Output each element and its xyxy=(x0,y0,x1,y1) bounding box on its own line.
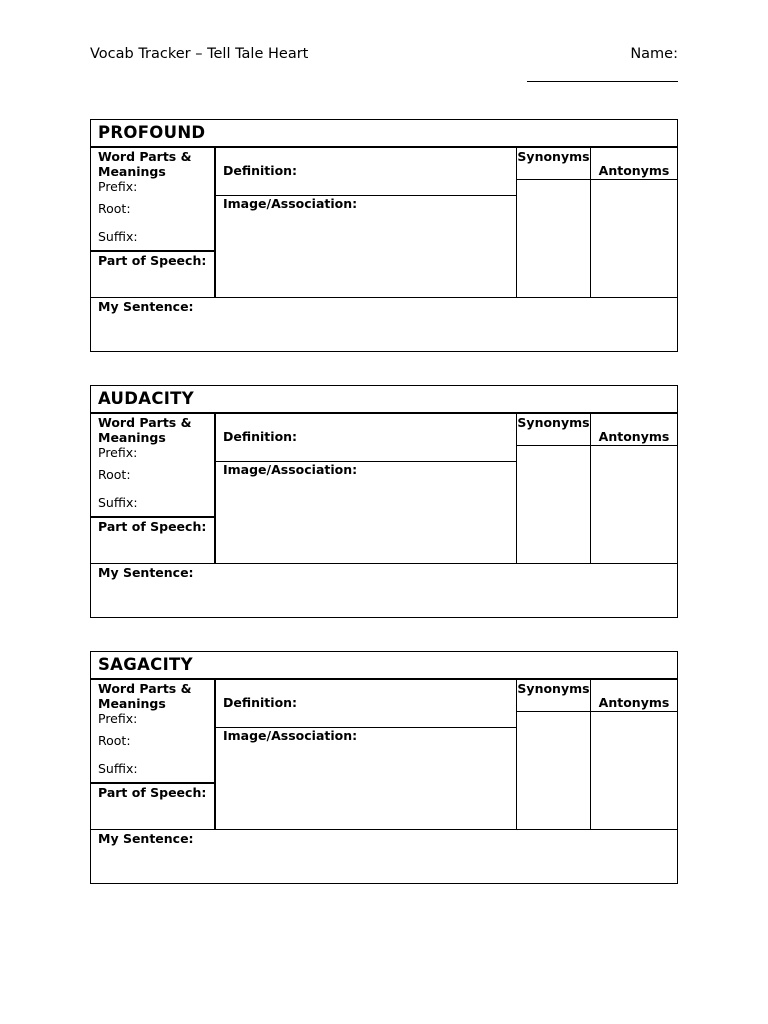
antonyms-column[interactable] xyxy=(591,148,677,297)
image-association-cell[interactable] xyxy=(216,462,517,563)
prefix-label: Prefix: xyxy=(98,179,138,194)
part-of-speech-cell[interactable] xyxy=(91,250,216,297)
antonyms-column[interactable] xyxy=(591,414,677,563)
definition-cell[interactable] xyxy=(216,414,517,462)
synonyms-column[interactable] xyxy=(516,414,591,563)
antonyms-header: Antonyms xyxy=(591,680,677,712)
image-association-label: Image/Association: xyxy=(223,462,358,477)
suffix-label: Suffix: xyxy=(98,229,138,244)
word-parts-label: Word Parts & Meanings xyxy=(98,681,192,711)
antonyms-header: Antonyms xyxy=(591,148,677,180)
my-sentence-label: My Sentence: xyxy=(98,299,194,314)
word-parts-label: Word Parts & Meanings xyxy=(98,149,192,179)
word-parts-cell[interactable] xyxy=(91,414,216,518)
prefix-label: Prefix: xyxy=(98,445,138,460)
document-title: Vocab Tracker – Tell Tale Heart xyxy=(90,46,309,62)
root-label: Root: xyxy=(98,733,131,748)
image-association-label: Image/Association: xyxy=(223,196,358,211)
part-of-speech-label: Part of Speech: xyxy=(98,785,207,800)
root-label: Root: xyxy=(98,201,131,216)
vocab-card xyxy=(90,119,678,352)
synonyms-header: Synonyms xyxy=(517,148,590,180)
vocab-word: PROFOUND xyxy=(91,120,677,148)
prefix-label: Prefix: xyxy=(98,711,138,726)
part-of-speech-label: Part of Speech: xyxy=(98,519,207,534)
synonyms-column[interactable] xyxy=(516,680,591,829)
definition-label: Definition: xyxy=(223,163,298,178)
antonyms-header: Antonyms xyxy=(591,414,677,446)
image-association-cell[interactable] xyxy=(216,728,517,829)
my-sentence-label: My Sentence: xyxy=(98,831,194,846)
part-of-speech-label: Part of Speech: xyxy=(98,253,207,268)
suffix-label: Suffix: xyxy=(98,761,138,776)
synonyms-header: Synonyms xyxy=(517,414,590,446)
word-parts-cell[interactable] xyxy=(91,148,216,252)
synonyms-column[interactable] xyxy=(516,148,591,297)
word-parts-cell[interactable] xyxy=(91,680,216,784)
definition-cell[interactable] xyxy=(216,680,517,728)
antonyms-column[interactable] xyxy=(591,680,677,829)
definition-label: Definition: xyxy=(223,429,298,444)
definition-cell[interactable] xyxy=(216,148,517,196)
vocab-word: SAGACITY xyxy=(91,652,677,680)
my-sentence-cell[interactable] xyxy=(91,563,677,617)
vocab-word: AUDACITY xyxy=(91,386,677,414)
part-of-speech-cell[interactable] xyxy=(91,516,216,563)
name-blank-line[interactable] xyxy=(527,81,678,82)
synonyms-header: Synonyms xyxy=(517,680,590,712)
definition-label: Definition: xyxy=(223,695,298,710)
root-label: Root: xyxy=(98,467,131,482)
my-sentence-label: My Sentence: xyxy=(98,565,194,580)
word-parts-label: Word Parts & Meanings xyxy=(98,415,192,445)
vocab-card xyxy=(90,651,678,884)
my-sentence-cell[interactable] xyxy=(91,297,677,351)
vocab-card xyxy=(90,385,678,618)
part-of-speech-cell[interactable] xyxy=(91,782,216,829)
image-association-cell[interactable] xyxy=(216,196,517,297)
suffix-label: Suffix: xyxy=(98,495,138,510)
name-label: Name: xyxy=(630,46,678,62)
image-association-label: Image/Association: xyxy=(223,728,358,743)
my-sentence-cell[interactable] xyxy=(91,829,677,883)
